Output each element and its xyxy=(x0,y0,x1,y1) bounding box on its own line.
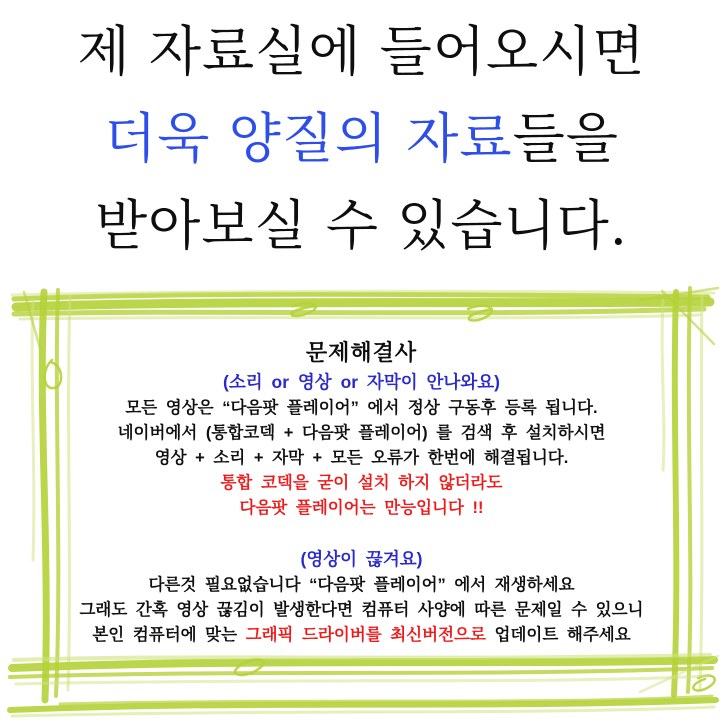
q1-line-1: 모든 영상은 “다음팟 플레이어” 에서 정상 구동후 등록 됩니다. xyxy=(125,399,598,417)
q2-line-2: 그래도 간혹 영상 끊김이 발생한다면 컴퓨터 사양에 따른 문제일 수 있으니 xyxy=(79,601,644,619)
q2-line-1: 다른것 필요없습니다 “다음팟 플레이어” 에서 재생하세요 xyxy=(148,576,575,594)
question-2-header: (영상이 끊겨요) xyxy=(300,549,423,569)
q1-red-line-2: 다음팟 플레이어는 만능입니다 !! xyxy=(239,499,484,517)
q1-red-line-1: 통합 코덱을 굳이 설치 하지 않더라도 xyxy=(220,474,503,492)
headline-line-2-blue-text: 더욱 양질의 자료 xyxy=(104,107,513,170)
q2-line-3-black-suffix: 업데이트 해주세요 xyxy=(485,626,631,644)
headline-line-1: 제 자료실에 들어오시면 xyxy=(77,20,646,83)
headline-line-3: 받아보실 수 있습니다. xyxy=(95,194,628,257)
q2-line-3-black-prefix: 본인 컴퓨터에 맞는 xyxy=(92,626,246,644)
q2-line-3-red-text: 그래픽 드라이버를 최신버전으로 xyxy=(245,626,486,644)
panel-spacer xyxy=(0,521,723,545)
q1-line-3: 영상 + 소리 + 자막 + 모든 오류가 한번에 해결됩니다. xyxy=(154,449,569,467)
question-1-header: (소리 or 영상 or 자막이 안나와요) xyxy=(223,372,500,392)
headline-line-2-black-text: 들을 xyxy=(512,107,619,170)
q2-line-3 xyxy=(0,623,723,648)
panel-title: 문제해결사 xyxy=(305,340,418,365)
headline-line-2 xyxy=(0,109,723,169)
troubleshooting-panel xyxy=(0,338,723,648)
promo-headline xyxy=(0,22,723,283)
q1-line-2: 네이버에서 (통합코덱 + 다음팟 플레이어) 를 검색 후 설치하시면 xyxy=(117,424,606,442)
